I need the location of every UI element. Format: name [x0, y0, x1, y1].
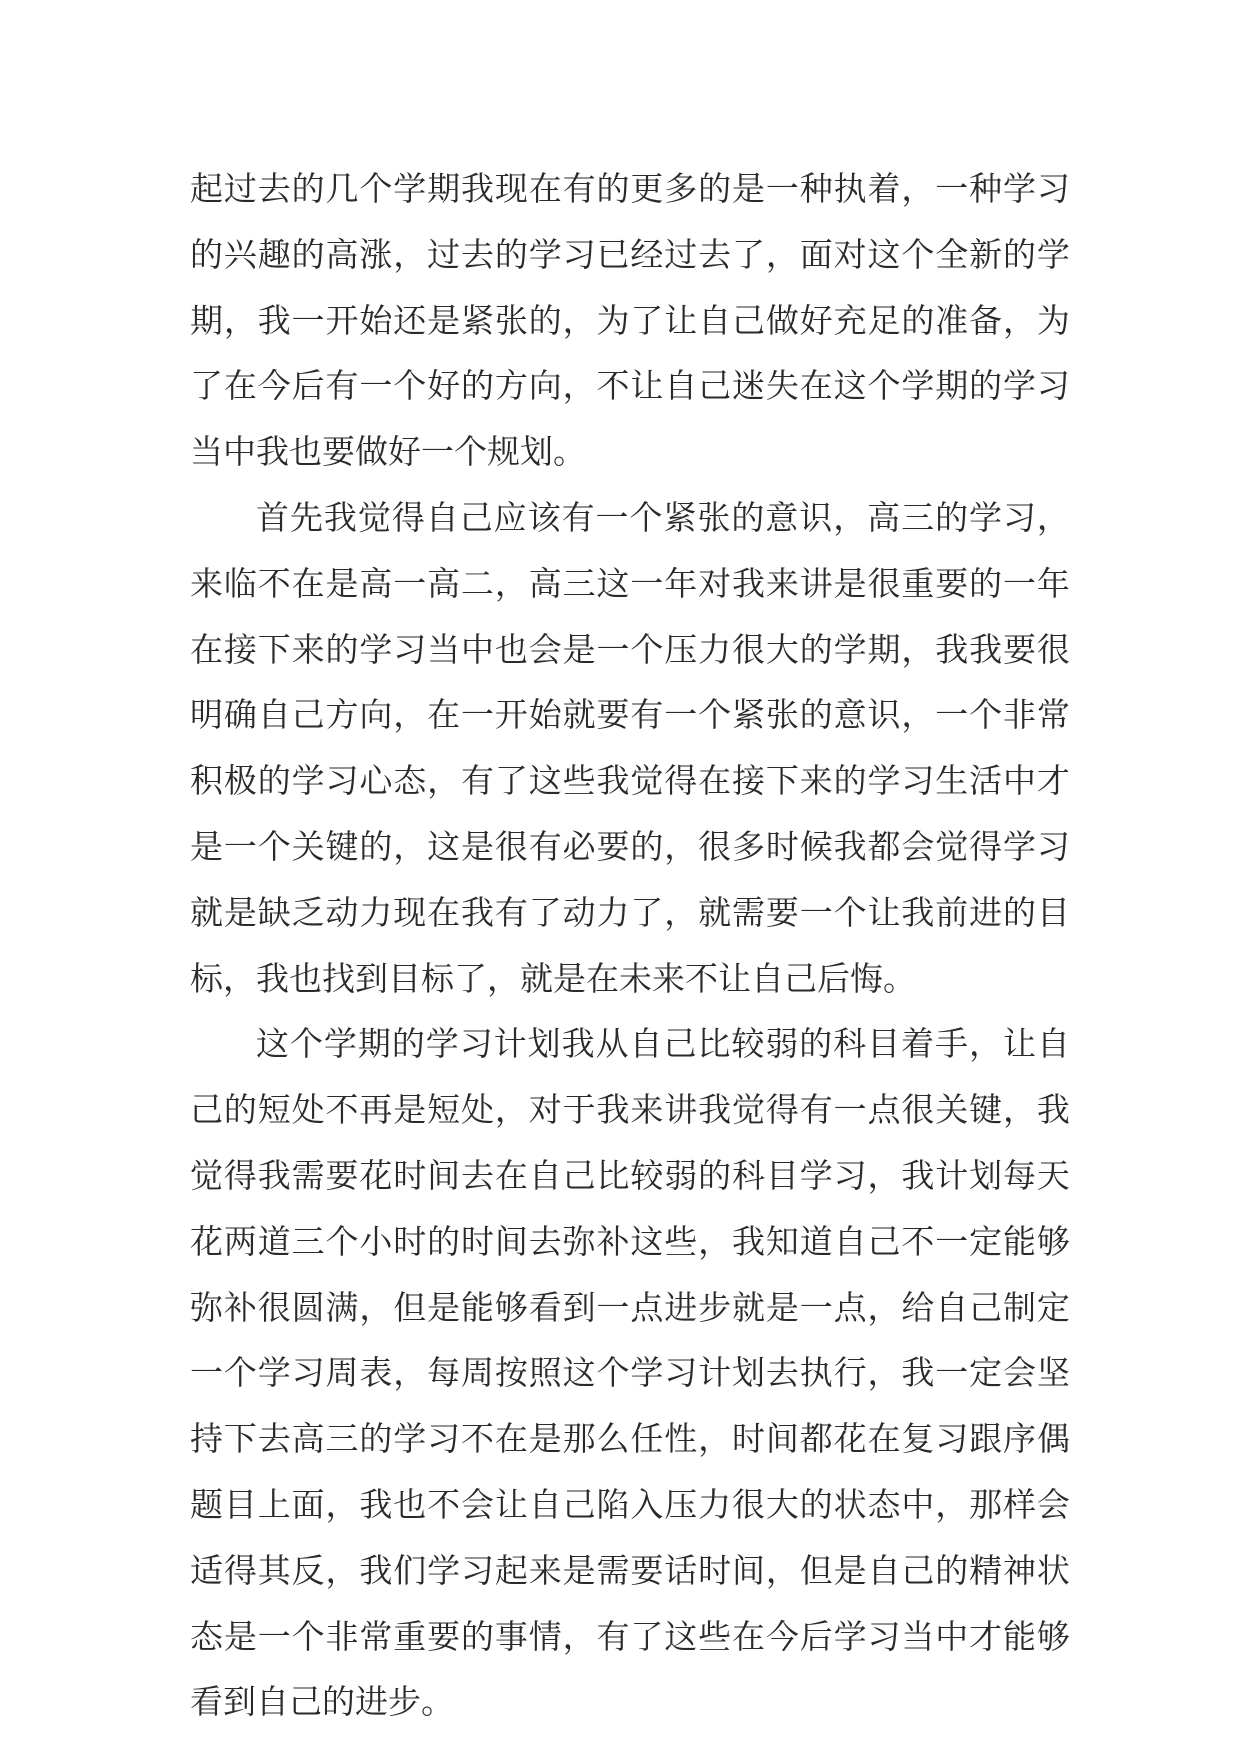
text-line: 态 是 一 个 非 常 重 要 的 事 情 ， 有 了 这 些 在 今 后 学 习 当 中 才 能 够: [190, 1616, 1070, 1656]
text-line: 就 是 缺 乏 动 力 现 在 我 有 了 动 力 了 ， 就 需 要 一 个 让 我 前 进 的 目: [190, 892, 1070, 932]
text-line: 看到自己的进步。: [190, 1682, 454, 1722]
text-line: 的 兴 趣 的 高 涨 ， 过 去 的 学 习 已 经 过 去 了 ， 面 对 这 个 全 新 的 学: [190, 234, 1070, 274]
text-line: 持 下 去 高 三 的 学 习 不 在 是 那 么 任 性 ， 时 间 都 花 在 复 习 跟 序 偶: [190, 1419, 1070, 1459]
text-line: 觉 得 我 需 要 花 时 间 去 在 自 己 比 较 弱 的 科 目 学 习 ， 我 计 划 每 天: [190, 1155, 1070, 1195]
text-line: 己 的 短 处 不 再 是 短 处 ， 对 于 我 来 讲 我 觉 得 有 一 点 很 关 键 ， 我: [190, 1090, 1070, 1130]
text-line: 适 得 其 反 ， 我 们 学 习 起 来 是 需 要 话 时 间 ， 但 是 自 己 的 精 神 状: [190, 1550, 1070, 1590]
text-line: 弥 补 很 圆 满 ， 但 是 能 够 看 到 一 点 进 步 就 是 一 点 ， 给 自 己 制 定: [190, 1287, 1070, 1327]
text-line: 起 过 去 的 几 个 学 期 我 现 在 有 的 更 多 的 是 一 种 执 着 ， 一 种 学 习: [190, 169, 1070, 208]
body-text: [190, 156, 1070, 1735]
text-line: 一 个 学 习 周 表 ， 每 周 按 照 这 个 学 习 计 划 去 执 行 ， 我 一 定 会 坚: [190, 1353, 1070, 1393]
text-line: 在 接 下 来 的 学 习 当 中 也 会 是 一 个 压 力 很 大 的 学 期 ， 我 我 要 很: [190, 629, 1070, 669]
text-line: 首 先 我 觉 得 自 己 应 该 有 一 个 紧 张 的 意 识 ， 高 三 的 学 习 ，: [256, 497, 1070, 537]
text-line: 花 两 道 三 个 小 时 的 时 间 去 弥 补 这 些 ， 我 知 道 自 己 不 一 定 能 够: [190, 1221, 1070, 1261]
text-line: 积 极 的 学 习 心 态 ， 有 了 这 些 我 觉 得 在 接 下 来 的 学 习 生 活 中 才: [190, 761, 1070, 801]
text-line: 这 个 学 期 的 学 习 计 划 我 从 自 己 比 较 弱 的 科 目 着 手 ， 让 自: [256, 1024, 1070, 1064]
text-line: 标，我也找到目标了，就是在未来不让自己后悔。: [190, 958, 916, 998]
text-line: 来 临 不 在 是 高 一 高 二 ， 高 三 这 一 年 对 我 来 讲 是 很 重 要 的 一 年: [190, 563, 1070, 603]
text-line: 是 一 个 关 键 的 ， 这 是 很 有 必 要 的 ， 很 多 时 候 我 都 会 觉 得 学 习: [190, 826, 1070, 866]
text-line: 题 目 上 面 ， 我 也 不 会 让 自 己 陷 入 压 力 很 大 的 状 态 中 ， 那 样 会: [190, 1484, 1070, 1524]
text-line: 当中我也要做好一个规划。: [190, 432, 586, 472]
text-line: 期 ， 我 一 开 始 还 是 紧 张 的 ， 为 了 让 自 己 做 好 充 足 的 准 备 ， 为: [190, 300, 1070, 340]
text-line: 了 在 今 后 有 一 个 好 的 方 向 ， 不 让 自 己 迷 失 在 这 个 学 期 的 学 习: [190, 366, 1070, 406]
text-line: 明 确 自 己 方 向 ， 在 一 开 始 就 要 有 一 个 紧 张 的 意 识 ， 一 个 非 常: [190, 695, 1070, 735]
